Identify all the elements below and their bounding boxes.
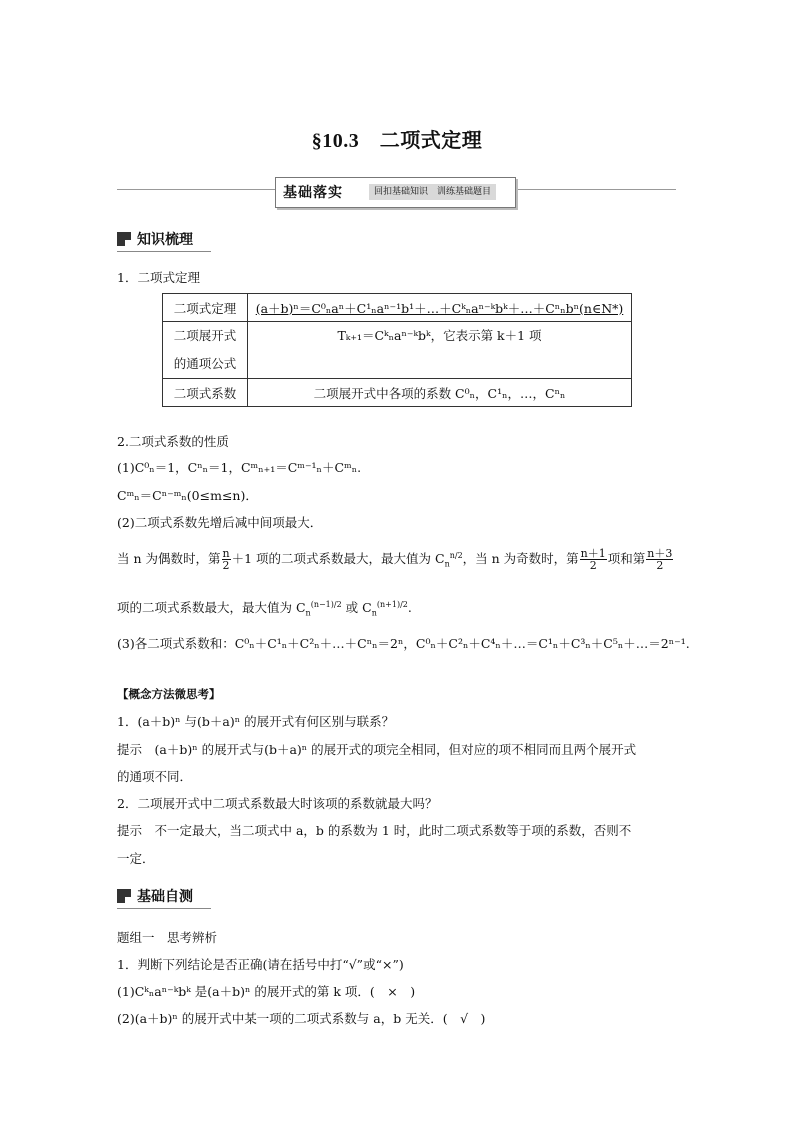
table-cell-general-term: Tₖ₊₁＝Cᵏₙaⁿ⁻ᵏbᵏ，它表示第 k＋1 项 <box>248 322 632 379</box>
band-divider-left <box>117 189 275 190</box>
page-title: §10.3 二项式定理 <box>311 130 483 152</box>
table-row-label: 二项式定理 <box>163 294 248 322</box>
section-band <box>275 177 516 208</box>
fraction: $\frac{n+3}{2}$ <box>647 547 673 572</box>
fraction: $\frac{n}{2}$ <box>222 547 230 572</box>
table-cell-formula: (a＋b)ⁿ＝C⁰ₙaⁿ＋C¹ₙaⁿ⁻¹b¹＋…＋Cᵏₙaⁿ⁻ᵏbᵏ＋…＋Cⁿₙbⁿ(n∈N*) <box>248 294 632 322</box>
selftest-question-1: 1．判断下列结论是否正确(请在括号中打“√”或“×”) <box>117 957 404 972</box>
think-question-1: 1．(a＋b)ⁿ 与(b＋a)ⁿ 的展开式有何区别与联系？ <box>117 714 395 729</box>
property-2: (2)二项式系数先增后减中间项最大． <box>117 515 323 530</box>
band-divider-right <box>516 189 676 190</box>
selftest-statement-2: (2)(a＋b)ⁿ 的展开式中某一项的二项式系数与 a，b 无关．( √ ) <box>117 1011 486 1026</box>
table-row-label: 二项展开式 的通项公式 <box>163 322 248 379</box>
properties-heading: 2.二项式系数的性质 <box>117 434 229 449</box>
table-cell-coefficients: 二项展开式中各项的系数 C⁰ₙ，C¹ₙ，…，Cⁿₙ <box>248 379 632 407</box>
table-row-label: 二项式系数 <box>163 379 248 407</box>
think-answer-2-line1: 提示 不一定最大，当二项式中 a，b 的系数为 1 时，此时二项式系数等于项的系数，否则不 <box>117 823 632 838</box>
property-1b: Cᵐₙ＝Cⁿ⁻ᵐₙ(0≤m≤n)． <box>117 488 258 503</box>
think-answer-2-line2: 一定． <box>117 851 155 866</box>
band-title: 基础落实 <box>283 185 343 201</box>
property-2-odd-max: 项的二项式系数最大，最大值为 $C_n^{(n-1)/2}$ 或 $C_n^{(n+1)/2}$. <box>117 599 412 618</box>
property-3: (3)各二项式系数和：C⁰ₙ＋C¹ₙ＋C²ₙ＋…＋Cⁿₙ＝2ⁿ，C⁰ₙ＋C²ₙ＋C⁴ₙ＋…＝C¹ₙ＋C³ₙ＋C⁵ₙ＋…＝2ⁿ⁻¹. <box>117 636 690 651</box>
think-answer-1-line2: 的通项不同． <box>117 769 193 784</box>
think-answer-1-line1: 提示 (a＋b)ⁿ 的展开式与(b＋a)ⁿ 的展开式的项完全相同，但对应的项不相同而且两个展开式 <box>117 742 637 757</box>
selftest-statement-1: (1)Cᵏₙaⁿ⁻ᵏbᵏ 是(a＋b)ⁿ 的展开式的第 k 项．( × ) <box>117 984 416 999</box>
question-group-heading: 题组一 思考辨析 <box>117 930 218 945</box>
band-subtitle: 回扣基础知识 训练基础题目 <box>369 184 496 200</box>
property-1a: (1)C⁰ₙ＝1，Cⁿₙ＝1，Cᵐₙ₊₁＝Cᵐ⁻¹ₙ＋Cᵐₙ. <box>117 460 362 475</box>
section-square-icon <box>117 889 131 903</box>
section-square-icon <box>117 232 131 246</box>
think-heading: 【概念方法微思考】 <box>117 687 221 701</box>
item-1-heading: 1．二项式定理 <box>117 270 200 285</box>
property-2-even-odd: 当 n 为偶数时，第 $\frac{n}{2}$ ＋1 项的二项式系数最大，最大值为 $C_n^{n/2}$，当 n 为奇数时，第 $\frac{n+1}{2}$ 项和第 $\frac{n+3}{2}$ <box>117 547 673 572</box>
fraction: $\frac{n+1}{2}$ <box>580 547 606 572</box>
binomial-theorem-table <box>162 293 632 407</box>
think-question-2: 2．二项展开式中二项式系数最大时该项的系数就最大吗？ <box>117 796 438 811</box>
